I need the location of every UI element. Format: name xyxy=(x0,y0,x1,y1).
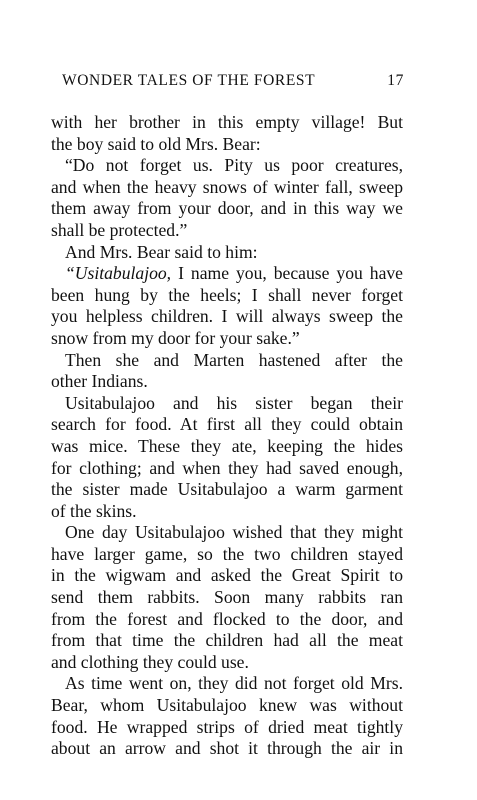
text-line: send them rabbits. Soon many rabbits ran xyxy=(51,587,403,608)
paragraph xyxy=(51,242,403,264)
text-line: food. He wrapped strips of dried meat tightly xyxy=(51,716,403,737)
text-line: shall be protected.” xyxy=(51,219,188,240)
page-number: 17 xyxy=(387,72,404,89)
text-line: of the skins. xyxy=(51,500,137,521)
text-line: in the wigwam and asked the Great Spirit to xyxy=(51,565,403,586)
text-line: about an arrow and shot it through the air in xyxy=(51,738,403,759)
paragraph xyxy=(51,393,403,523)
text-line: and clothing they could use. xyxy=(51,651,249,672)
text-line: the sister made Usitabulajoo a warm garment xyxy=(51,479,403,500)
text-line: from that time the children had all the meat xyxy=(51,630,403,651)
text-line: the boy said to old Mrs. Bear: xyxy=(51,133,261,154)
text-line xyxy=(51,263,403,285)
text-line-rest: I name you, because you have xyxy=(178,263,403,284)
text-line: for clothing; and when they had saved enough, xyxy=(51,457,403,478)
body-text xyxy=(51,112,403,760)
paragraph xyxy=(51,350,403,393)
text-line: Then she and Marten hastened after the xyxy=(65,349,403,370)
paragraph xyxy=(51,522,403,673)
text-line: Bear, whom Usitabulajoo knew was without xyxy=(51,695,403,716)
text-line: and when the heavy snows of winter fall, sweep xyxy=(51,176,403,197)
text-line: with her brother in this empty village! But xyxy=(51,112,403,132)
text-line: “Do not forget us. Pity us poor creatures, xyxy=(65,155,403,176)
text-line: was mice. These they ate, keeping the hides xyxy=(51,435,403,456)
paragraph xyxy=(51,673,403,759)
italic-name: “Usitabulajoo, xyxy=(65,263,172,284)
text-line: As time went on, they did not forget old Mrs. xyxy=(65,673,403,694)
text-line: them away from your door, and in this way we xyxy=(51,198,403,219)
text-line: snow from my door for your sake.” xyxy=(51,327,300,348)
text-line: other Indians. xyxy=(51,371,148,392)
text-line: have larger game, so the two children stayed xyxy=(51,543,403,564)
text-line: been hung by the heels; I shall never forget xyxy=(51,284,403,305)
text-line: from the forest and flocked to the door, and xyxy=(51,608,403,629)
text-line: search for food. At first all they could obtain xyxy=(51,414,403,435)
paragraph xyxy=(51,155,403,241)
text-line: One day Usitabulajoo wished that they might xyxy=(65,522,403,543)
text-line: And Mrs. Bear said to him: xyxy=(65,241,258,262)
paragraph xyxy=(51,112,403,155)
running-title: WONDER TALES OF THE FOREST xyxy=(62,72,316,89)
text-line: Usitabulajoo and his sister began their xyxy=(65,392,403,413)
paragraph xyxy=(51,263,403,349)
text-line: you helpless children. I will always sweep the xyxy=(51,306,403,327)
running-head xyxy=(62,72,404,90)
